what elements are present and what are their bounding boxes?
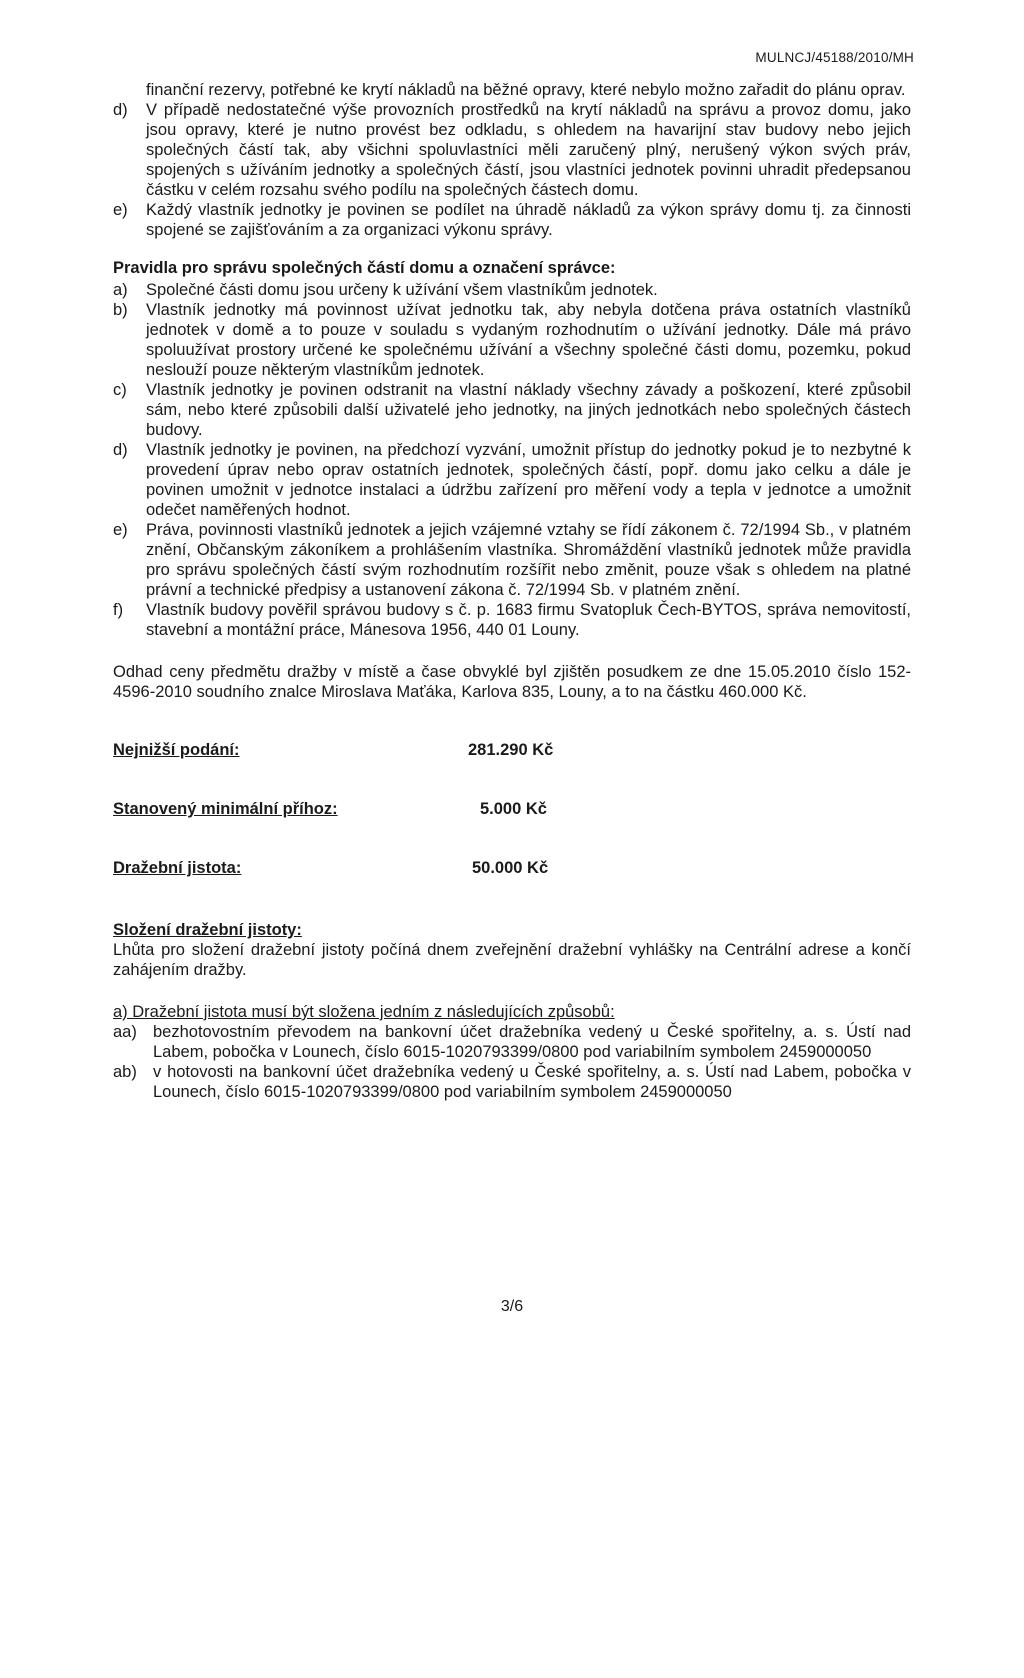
amount-row-min-increment: Stanovený minimální příhoz: 5.000 Kč bbox=[113, 800, 547, 818]
list-item: c) Vlastník jednotky je povinen odstranit na vlastní náklady všechny závady a poškození, které způsobil sám, nebo které způsobili další uživatelé jeho jednotky, na jiných jednotkách nebo společných částech budovy. bbox=[113, 381, 911, 439]
list-item: aa) bezhotovostním převodem na bankovní účet dražebníka vedený u České spořitelny, a. s. Ústí nad Labem, pobočka v Lounech, číslo 6015-1020793399/0800 pod variabilním symbolem 2459000050 bbox=[113, 1023, 911, 1061]
list-item: e) Práva, povinnosti vlastníků jednotek a jejich vzájemné vztahy se řídí zákonem č. 72/1994 Sb., v platném znění, Občanským zákoníkem a prohlášením vlastníka. Shromáždění vlastníků jednotek může pravidla pro správu společných částí svým rozhodnutím rozšířit nebo změnit, pouze však s ohledem na platné právní a technické předpisy a ustanovení zákona č. 72/1994 Sb. v platném znění. bbox=[113, 521, 911, 599]
list-item: d) Vlastník jednotky je povinen, na předchozí vyzvání, umožnit přístup do jednotky pokud je to nezbytné k provedení úprav nebo oprav ostatních jednotek, společných částí, popř. domu jako celku a dále je povinen umožnit v jednotce instalaci a údržbu zařízení pro měření vody a tepla v jednotce a umožnit odečet naměřených hodnot. bbox=[113, 441, 911, 519]
rules-title: Pravidla pro správu společných částí domu a označení správce: bbox=[113, 259, 616, 277]
deposit-subtitle: a) Dražební jistota musí být složena jedním z následujících způsobů: bbox=[113, 1003, 615, 1021]
list-item: ab) v hotovosti na bankovní účet dražebníka vedený u České spořitelny, a. s. Ústí nad Labem, pobočka v Lounech, číslo 6015-1020793399/0800 pod variabilním symbolem 2459000050 bbox=[113, 1063, 911, 1101]
amount-value: 281.290 Kč bbox=[468, 741, 554, 759]
deposit-title: Složení dražební jistoty: bbox=[113, 921, 302, 939]
page-number: 3/6 bbox=[500, 1298, 524, 1315]
document-body bbox=[113, 80, 911, 1102]
deposit-text: Lhůta pro složení dražební jistoty počíná dnem zveřejnění dražební vyhlášky na Centrální adrese a končí zahájením dražby. bbox=[113, 941, 911, 979]
continued-paragraph: finanční rezervy, potřebné ke krytí nákladů na běžné opravy, které nebylo možno zařadit do plánu oprav. bbox=[146, 81, 906, 99]
amount-row-deposit: Dražební jistota: 50.000 Kč bbox=[113, 859, 549, 877]
list-item: e) Každý vlastník jednotky je povinen se podílet na úhradě nákladů za výkon správy domu tj. za činnosti spojené se zajišťováním a za organizaci výkonu správy. bbox=[113, 201, 911, 239]
list-item: f) Vlastník budovy pověřil správou budovy s č. p. 1683 firmu Svatopluk Čech-BYTOS, správa nemovitostí, stavební a montážní práce, Mánesova 1956, 440 01 Louny. bbox=[113, 601, 911, 639]
amount-row-lowest-bid: Nejnižší podání: 281.290 Kč bbox=[113, 741, 554, 759]
list-item: a) Společné části domu jsou určeny k užívání všem vlastníkům jednotek. bbox=[113, 281, 658, 299]
document-reference: MULNCJ/45188/2010/MH bbox=[755, 50, 914, 65]
estimate-paragraph: Odhad ceny předmětu dražby v místě a čase obvyklé byl zjištěn posudkem ze dne 15.05.2010 číslo 152-4596-2010 soudního znalce Miroslava Maťáka, Karlova 835, Louny, a to na částku 460.000 Kč. bbox=[113, 663, 911, 701]
amount-value: 5.000 Kč bbox=[480, 800, 547, 818]
list-item: b) Vlastník jednotky má povinnost užívat jednotku tak, aby nebyla dotčena práva ostatních vlastníků jednotek v domě a to pouze v souladu s vydaným rozhodnutím o užívání jednotky. Dále má právo spoluužívat prostory určené ke společnému užívání a všechny společné části domu, pozemku, pokud neslouží pouze některým vlastníkům jednotek. bbox=[113, 301, 911, 379]
list-item: d) V případě nedostatečné výše provozních prostředků na krytí nákladů na správu a provoz domu, jako jsou opravy, které je nutno provést bez odkladu, s ohledem na havarijní stav budovy nebo jejich společných částí tak, aby všichni spoluvlastníci měli zaručený plný, nerušený výkon svých práv, spojených s užíváním jednotky a společných částí, jsou vlastníci jednotek povinni uhradit předepsanou částku v celém rozsahu svého podílu na společných částech domu. bbox=[113, 101, 911, 199]
amount-value: 50.000 Kč bbox=[472, 859, 549, 877]
